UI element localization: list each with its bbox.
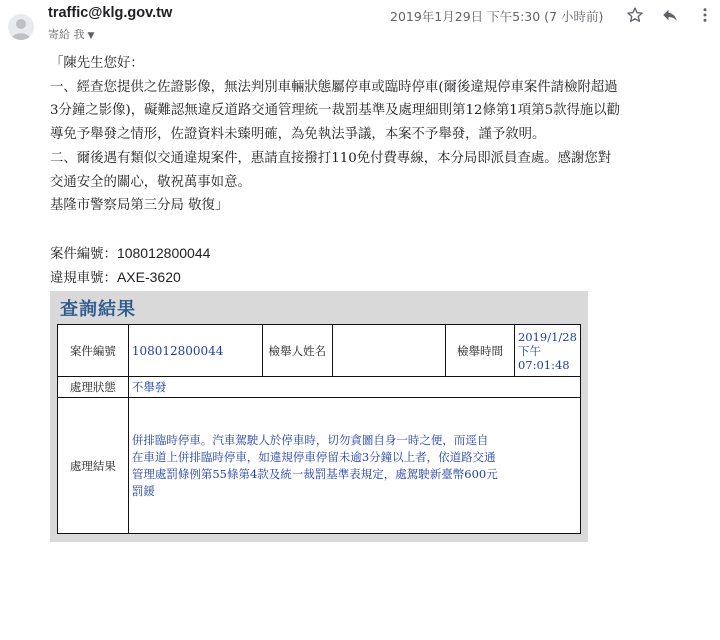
recipient-dropdown[interactable] bbox=[48, 26, 94, 42]
report-time-cell bbox=[514, 325, 580, 377]
status-header: 處理狀態 bbox=[58, 377, 129, 398]
query-result-image bbox=[50, 291, 588, 542]
case-number-line bbox=[50, 242, 718, 267]
result-line: 併排臨時停車。汽車駕駛人於停車時，切勿貪圖自身一時之便，而逕自 bbox=[131, 432, 489, 447]
table-row bbox=[58, 377, 581, 398]
plate-number-label: 違規車號： bbox=[50, 271, 117, 287]
person-icon bbox=[8, 14, 34, 40]
email-body bbox=[50, 52, 718, 291]
more-options-button[interactable] bbox=[694, 4, 716, 26]
table-row bbox=[58, 325, 581, 377]
body-line: 二、爾後遇有類似交通違規案件，惠請直接撥打110免付費專線，本分局即派員查處。感謝您對 bbox=[50, 150, 612, 166]
result-line: 在車道上併排臨時停車，如違規停車停留未逾3分鐘以上者，依道路交通 bbox=[131, 449, 496, 464]
greeting: 「陳先生您好： bbox=[50, 56, 144, 71]
signature: 基隆市警察局第三分局 敬復」 bbox=[50, 198, 229, 214]
sender-address: traffic@klg.gov.tw bbox=[48, 5, 173, 21]
report-clock: 07:01:48 bbox=[517, 357, 570, 372]
case-number-cell: 108012800044 bbox=[128, 325, 262, 377]
case-number-value: 108012800044 bbox=[116, 244, 211, 261]
star-icon bbox=[626, 6, 644, 24]
status-cell: 不舉發 bbox=[128, 377, 580, 398]
result-header: 處理結果 bbox=[58, 398, 129, 534]
plate-number-value: AXE-3620 bbox=[116, 269, 181, 286]
reporter-name-cell bbox=[333, 325, 446, 377]
plate-number-line bbox=[50, 266, 718, 291]
body-line: 交通安全的關心，敬祝萬事如意。 bbox=[50, 174, 251, 190]
caret-down-icon: ▼ bbox=[87, 31, 95, 41]
result-line: 管理處罰條例第55條第4款及統一裁罰基準表規定，處駕駛新臺幣600元 bbox=[131, 466, 498, 481]
more-vert-icon bbox=[696, 6, 714, 24]
case-number-label: 案件編號： bbox=[50, 246, 117, 262]
body-line: 一、經查您提供之佐證影像，無法判別車輛狀態屬停車或臨時停車(爾後違規停車案件請檢附超過 bbox=[50, 79, 618, 95]
table-row bbox=[58, 398, 581, 534]
reporter-name-header: 檢舉人姓名 bbox=[262, 325, 333, 377]
reply-button[interactable] bbox=[659, 4, 681, 26]
email-date: 2019年1月29日 下午5:30 (7 小時前) bbox=[390, 9, 604, 24]
star-button[interactable] bbox=[624, 4, 646, 26]
case-number-header: 案件編號 bbox=[58, 325, 129, 377]
body-line: 導免予舉發之情形，佐證資料未臻明確，為免執法爭議，本案不予舉發，謹予敘明。 bbox=[50, 127, 546, 143]
query-result-table bbox=[57, 324, 581, 534]
report-time-header: 檢舉時間 bbox=[446, 325, 515, 377]
report-ampm: 下午 bbox=[517, 343, 541, 358]
result-line: 罰鍰 bbox=[131, 483, 155, 498]
report-date: 2019/1/28 bbox=[517, 329, 577, 344]
avatar[interactable] bbox=[8, 14, 34, 40]
result-cell bbox=[128, 398, 580, 534]
body-line: 3分鐘之影像)，礙難認無違反道路交通管理統一裁罰基準及處理細則第12條第1項第5款得施以勸 bbox=[50, 103, 621, 119]
query-result-title: 查詢結果 bbox=[60, 299, 136, 320]
reply-icon bbox=[661, 6, 679, 24]
recipient-label: 寄給 我 bbox=[48, 28, 85, 41]
